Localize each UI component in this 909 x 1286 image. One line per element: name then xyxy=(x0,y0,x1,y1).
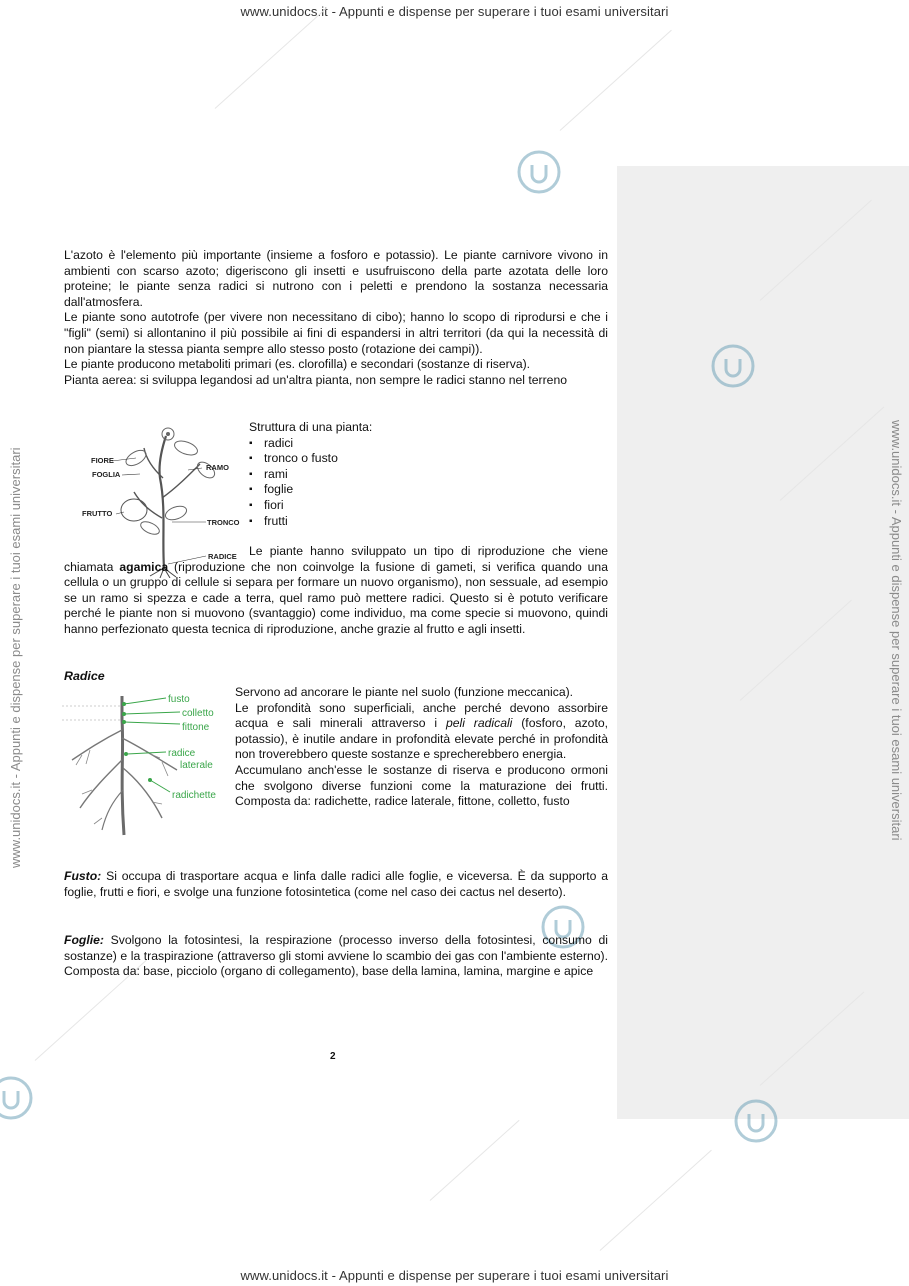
intro-paragraph: L'azoto è l'elemento più importante (insieme a fosforo e potassio). Le piante carnivore vivono in ambienti con scarso azoto; digeriscono gli insetti e usufruiscono della parte azotata delle loro proteine; le piante senza radici si nutrono con i peletti e prendono la sostanza necessaria dall'atmosfera. xyxy=(64,248,608,309)
intro-text xyxy=(64,248,608,388)
agamica-paragraph xyxy=(64,544,608,638)
list-item: ▪ frutti xyxy=(264,514,609,530)
header-watermark: www.unidocs.it - Appunti e dispense per superare i tuoi esami universitari xyxy=(240,4,669,19)
radice-text xyxy=(235,685,608,810)
foglie-text: Svolgono la fotosintesi, la respirazione (processo inverso della fotosintesi, consumo di sostanze) e la traspirazione (attraverso gli stomi avviene lo scambio dei gas con l'ambiente esterno). Composta da: base, picciolo (organo di collegamento), base della lamina, lamina, margine e apice xyxy=(64,933,608,979)
label-colletto: colletto xyxy=(182,708,214,719)
label-laterale: laterale xyxy=(180,760,213,771)
fusto-paragraph xyxy=(64,869,608,900)
label-fittone: fittone xyxy=(182,722,210,733)
root-figure xyxy=(62,690,232,840)
foglie-label: Foglie: xyxy=(64,933,104,947)
logo-icon xyxy=(516,149,562,195)
logo-icon xyxy=(733,1098,779,1144)
side-panel xyxy=(617,166,909,1119)
intro-paragraph: Pianta aerea: si sviluppa legandosi ad un'altra pianta, non sempre le radici stanno nel terreno xyxy=(64,372,568,387)
label-tronco: TRONCO xyxy=(207,518,240,527)
label-ramo: RAMO xyxy=(206,463,229,472)
footer-watermark: www.unidocs.it - Appunti e dispense per superare i tuoi esami universitari xyxy=(240,1268,669,1283)
radice-heading: Radice xyxy=(64,669,105,683)
label-fiore: FIORE xyxy=(91,456,114,465)
label-radichette: radichette xyxy=(172,790,216,801)
list-item: ▪ fiori xyxy=(264,498,609,514)
plant-structure-list xyxy=(249,420,609,529)
intro-paragraph: Le piante producono metaboliti primari (es. clorofilla) e secondari (sostanze di riserva). xyxy=(64,357,531,372)
label-foglia: FOGLIA xyxy=(92,470,121,479)
page-number: 2 xyxy=(330,1051,336,1062)
label-radice: radice xyxy=(168,748,196,759)
label-radice: RADICE xyxy=(208,552,237,561)
label-fusto: fusto xyxy=(168,694,190,705)
list-item: ▪ radici xyxy=(264,436,609,452)
intro-paragraph: Le piante sono autotrofe (per vivere non necessitano di cibo); hanno lo scopo di riprodursi e che i "figli" (semi) si allontanino il più possibile ai fini di espandersi in altri territori (da qui la necessità di non piantare la stessa pianta sempre allo stesso posto (rotazione dei campi)). xyxy=(64,310,608,356)
structure-title: Struttura di una pianta: xyxy=(249,420,373,434)
right-vertical-watermark: www.unidocs.it - Appunti e dispense per superare i tuoi esami universitari xyxy=(889,420,904,841)
fusto-text: Si occupa di trasportare acqua e linfa dalle radici alle foglie, e viceversa. È da supporto a foglie, frutti e fiori, e svolge una funzione fotosintetica (come nel caso dei cactus nel deserto). xyxy=(64,869,608,899)
list-item: ▪ rami xyxy=(264,467,609,483)
list-item: ▪ foglie xyxy=(264,482,609,498)
logo-icon xyxy=(710,343,756,389)
radice-italic: peli radicali xyxy=(445,716,513,731)
list-item: ▪ tronco o fusto xyxy=(264,451,609,467)
left-vertical-watermark: www.unidocs.it - Appunti e dispense per superare i tuoi esami universitari xyxy=(8,447,23,868)
logo-icon xyxy=(0,1075,34,1121)
radice-paragraph: Servono ad ancorare le piante nel suolo (funzione meccanica). xyxy=(235,685,574,699)
radice-paragraph: Le profondità sono superficiali, anche perché devono assorbire acqua e sali minerali attraverso i peli radicali (fosforo, azoto, potassio), è inutile andare in profondità elevate perché in profondità non troverebbero queste sostanze e sprecherebbero energia. xyxy=(235,700,609,762)
agamica-bold: agamica xyxy=(119,559,169,574)
radice-paragraph: Accumulano anch'esse le sostanze di riserva e producono ormoni che svolgono diverse funzioni come la maturazione dei frutti. Composta da: radichette, radice laterale, fittone, colletto, fusto xyxy=(235,762,608,809)
fusto-label: Fusto: xyxy=(64,869,102,883)
foglie-paragraph xyxy=(64,933,608,980)
label-frutto: FRUTTO xyxy=(82,509,113,518)
agamica-text-part2: (riproduzione che non coinvolge la fusione di gameti, si verifica quando una cellula o un gruppo di cellule si separa per formare un nuovo organismo), non sessuale, ad esempio se un ramo si spezza e cade a terra, quel ramo può mettere radici. Questo si è potuto verificare perché le piante non si muovono (svantaggio) come individuo, ma come specie si muovono, quindi hanno perfezionato questa tecnica di riproduzione, anche grazie al frutto e agli insetti. xyxy=(64,559,608,636)
agamica-text-part1: Le piante hanno sviluppato un tipo di riproduzione che viene chiamata xyxy=(64,544,608,574)
